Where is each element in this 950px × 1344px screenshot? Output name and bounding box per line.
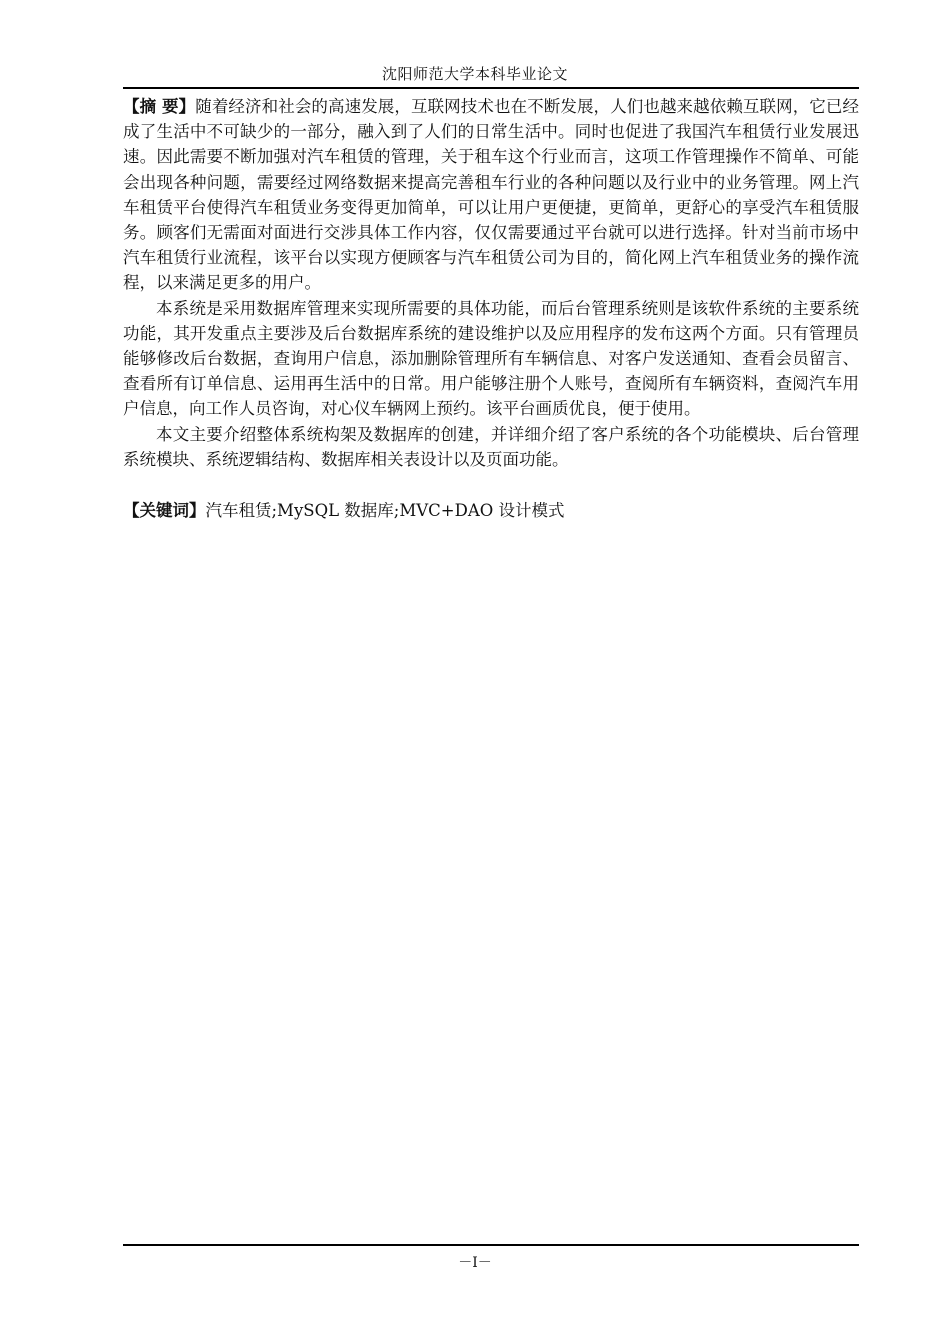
header-divider xyxy=(123,87,859,89)
keywords-line xyxy=(123,498,859,523)
abstract-label: 【摘 要】 xyxy=(123,97,196,116)
page-number: －I－ xyxy=(458,1255,492,1271)
abstract-paragraph-1 xyxy=(123,94,859,296)
abstract-text-1: 随着经济和社会的高速发展，互联网技术也在不断发展，人们也越来越依赖互联网，它已经成了生活中不可缺少的一部分，融入到了人们的日常生活中。同时也促进了我国汽车租赁行业发展迅速。因此需要不断加强对汽车租赁的管理，关于租车这个行业而言，这项工作管理操作不简单、可能会出现各种问题，需要经过网络数据来提高完善租车行业的各种问题以及行业中的业务管理。网上汽车租赁平台使得汽车租赁业务变得更加简单，可以让用户更便捷，更简单，更舒心的享受汽车租赁服务。顾客们无需面对面进行交涉具体工作内容，仅仅需要通过平台就可以进行选择。针对当前市场中汽车租赁行业流程，该平台以实现方便顾客与汽车租赁公司为目的，简化网上汽车租赁业务的操作流程，以来满足更多的用户。 xyxy=(123,97,860,293)
abstract-section xyxy=(123,94,859,523)
keywords-text: 汽车租赁;MySQL 数据库;MVC+DAO 设计模式 xyxy=(205,501,565,521)
footer-divider xyxy=(123,1244,859,1246)
abstract-paragraph-3: 本文主要介绍整体系统构架及数据库的创建，并详细介绍了客户系统的各个功能模块、后台管理系统模块、系统逻辑结构、数据库相关表设计以及页面功能。 xyxy=(123,424,859,469)
abstract-paragraph-2: 本系统是采用数据库管理来实现所需要的具体功能，而后台管理系统则是该软件系统的主要系统功能，其开发重点主要涉及后台数据库系统的建设维护以及应用程序的发布这两个方面。只有管理员能够修改后台数据，查询用户信息，添加删除管理所有车辆信息、对客户发送通知、查看会员留言、查看所有订单信息、运用再生活中的日常。用户能够注册个人账号，查阅所有车辆资料，查阅汽车用户信息，向工作人员咨询，对心仪车辆网上预约。该平台画质优良，便于使用。 xyxy=(123,298,859,419)
keywords-label: 【关键词】 xyxy=(123,501,206,521)
running-header-title: 沈阳师范大学本科毕业论文 xyxy=(381,65,568,83)
